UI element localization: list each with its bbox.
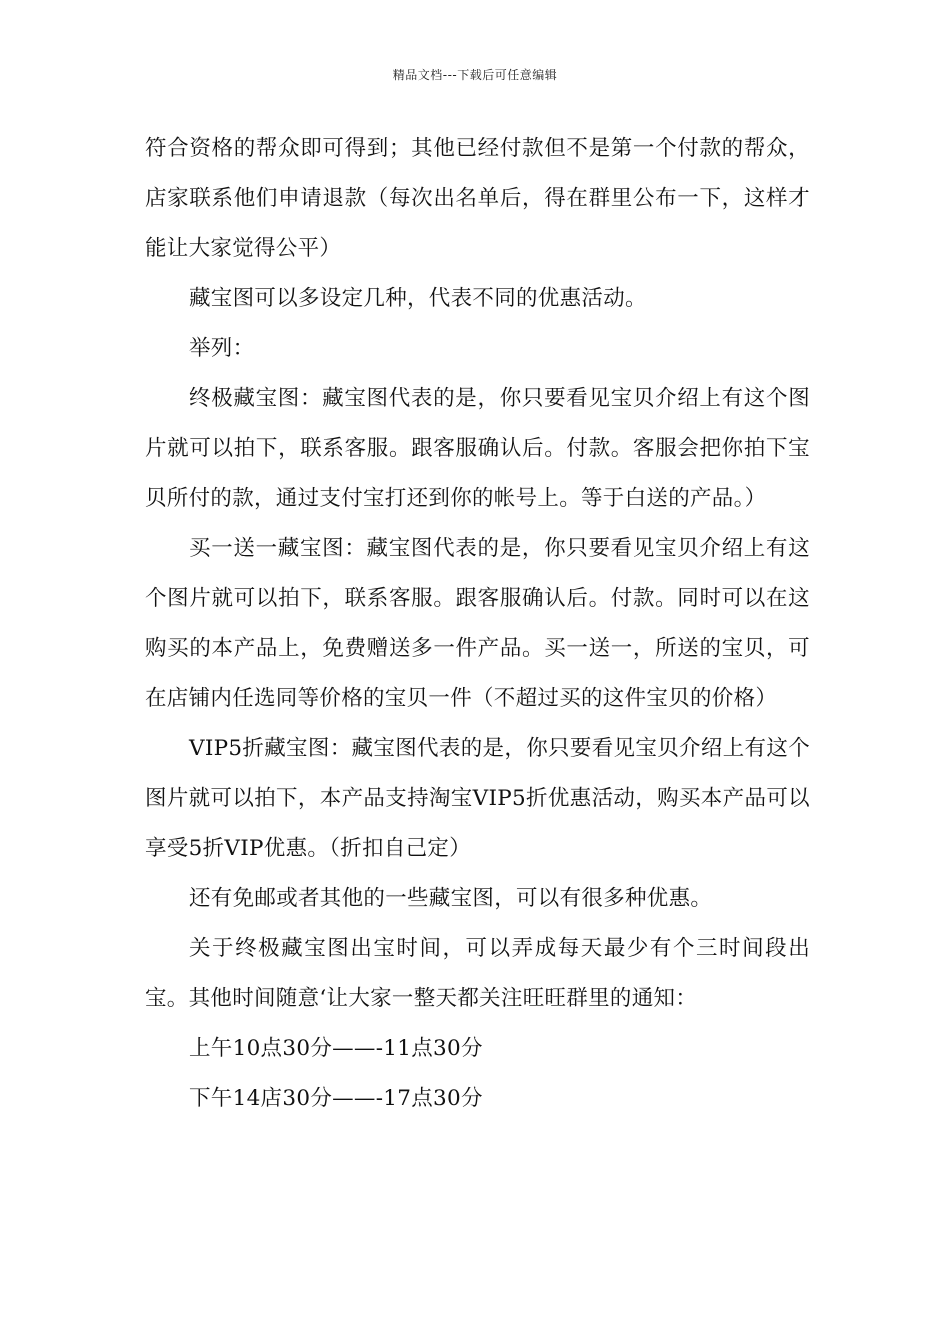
paragraph-buy-one-get-one-map: 买一送一藏宝图：藏宝图代表的是，你只要看见宝贝介绍上有这个图片就可以拍下，联系客服。跟客服确认后。付款。同时可以在这购买的本产品上，免费赠送多一件产品。买一送一，所送的宝贝，可在店铺内任选同等价格的宝贝一件（不超过买的这件宝贝的价格） <box>145 536 810 711</box>
paragraph-afternoon-slot: 下午14店30分——-17点30分 <box>189 1086 483 1111</box>
paragraph-other-maps: 还有免邮或者其他的一些藏宝图，可以有很多种优惠。 <box>189 886 713 911</box>
paragraph-vip-discount-map: VIP5折藏宝图：藏宝图代表的是，你只要看见宝贝介绍上有这个图片就可以拍下，本产品支持淘宝VIP5折优惠活动，购买本产品可以享受5折VIP优惠。（折扣自己定） <box>145 736 810 861</box>
paragraph-map-types: 藏宝图可以多设定几种，代表不同的优惠活动。 <box>189 286 647 311</box>
paragraph-examples-heading: 举列： <box>189 336 255 361</box>
paragraph-release-time: 关于终极藏宝图出宝时间，可以弄成每天最少有个三时间段出宝。其他时间随意‘让大家一整天都关注旺旺群里的通知： <box>145 936 810 1011</box>
document-body <box>145 124 810 1124</box>
paragraph-ultimate-map: 终极藏宝图：藏宝图代表的是，你只要看见宝贝介绍上有这个图片就可以拍下，联系客服。跟客服确认后。付款。客服会把你拍下宝贝所付的款，通过支付宝打还到你的帐号上。等于白送的产品。） <box>145 386 810 511</box>
paragraph-refund-rule: 符合资格的帮众即可得到；其他已经付款但不是第一个付款的帮众，店家联系他们申请退款（每次出名单后，得在群里公布一下，这样才能让大家觉得公平） <box>145 136 810 261</box>
paragraph-morning-slot: 上午10点30分——-11点30分 <box>189 1036 483 1061</box>
page-header: 精品文档---下载后可任意编辑 <box>392 68 558 82</box>
